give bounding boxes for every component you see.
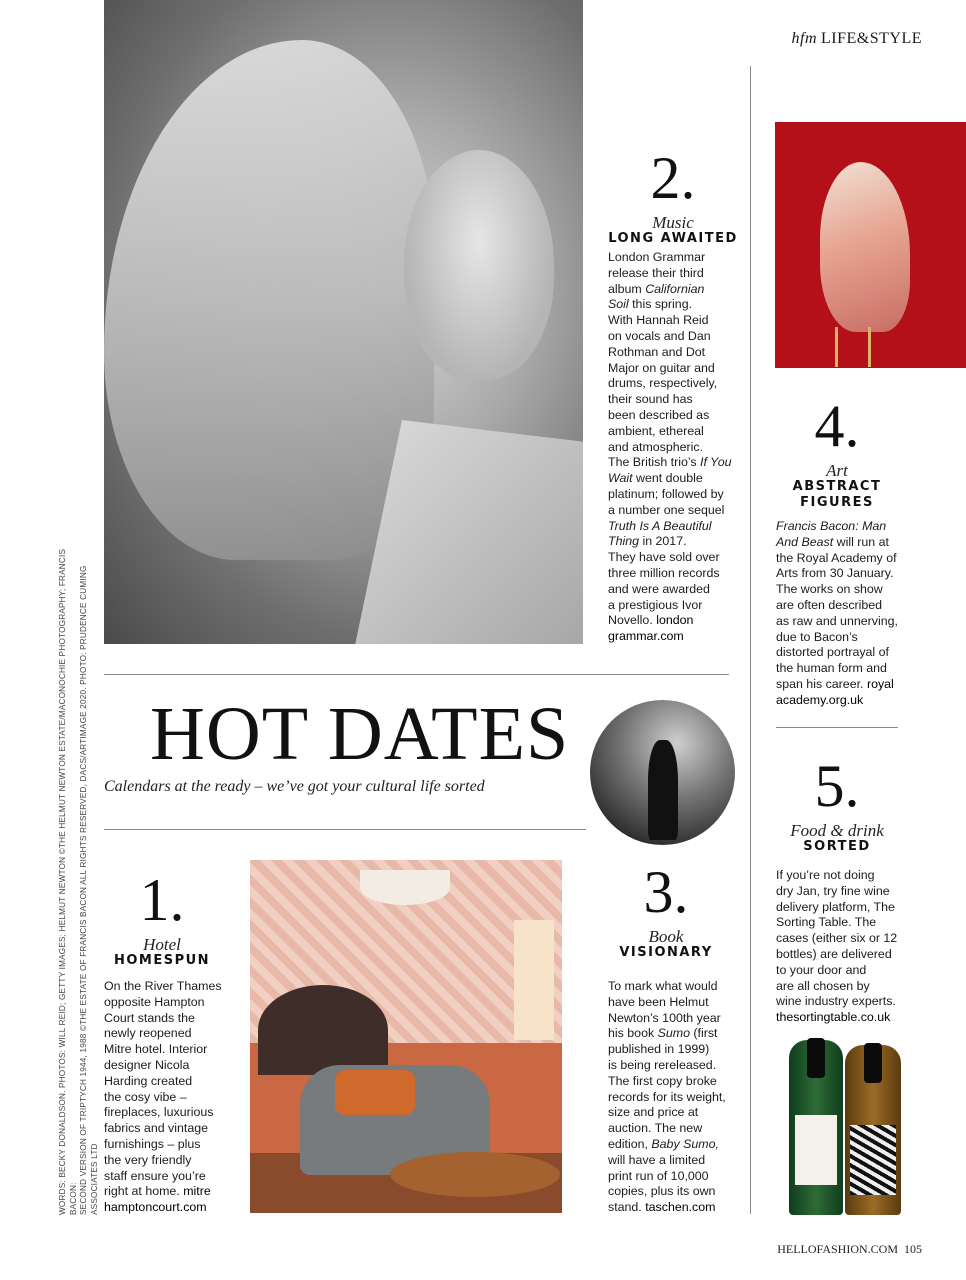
photo-credits: WORDS: BECKY DONALDSON. PHOTOS: WILL REID; GETTY IMAGES; HELMUT NEWTON ©THE HELMUT NEWTON ESTATE/MACONOCHIE PHOTOGRAPHY; FRANCIS BACON: SECOND VERSION OF TRIPTYCH 1944, 1988 ©THE ESTATE OF FRANCIS BACON ALL RIGHTS RESERVED, DACS/ARTIMAGE 2020. PHOTO: PRUDENCE CUMING ASSOCIATES LTD [58, 548, 99, 1215]
item-hotel-header [104, 867, 220, 969]
column-divider [750, 66, 751, 1214]
page-footer [777, 1242, 922, 1257]
item-art-body: Francis Bacon: Man And Beast will run at the Royal Academy of Arts from 30 January. The works on show are often described as raw and unnerving, due to Bacon’s distorted portrayal of the human form and span his career. royal academy.org.uk [776, 519, 898, 707]
item-headline: ABSTRACT [792, 479, 882, 494]
item-music-header [608, 145, 738, 247]
title-rule-bottom [104, 829, 586, 830]
hotel-link-cont[interactable]: hamptoncourt.com [104, 1200, 207, 1215]
item-food-header [776, 753, 898, 855]
item-category: Art [826, 461, 848, 480]
page-title: HOT DATES [150, 692, 570, 776]
item-book-body: To mark what would have been Helmut Newton’s 100th year his book Sumo (first published in 1999) is being rereleased. The first copy broke records for its weight, size and price at auction. The new edition, Baby Sumo, will have a limited print run of 10,000 copies, plus its own stand. taschen.com [608, 979, 726, 1215]
item-category: Book [648, 927, 684, 946]
item-art-header [776, 393, 898, 510]
wine-bottles-photo [777, 1040, 917, 1215]
hotel-link[interactable]: mitre [183, 1184, 211, 1199]
item-music-body: London Grammar release their third album Californian Soil this spring. With Hannah Reid on vocals and Dan Rothman and Dot Major on guitar and drums, respectively, their sound has been described as ambient, ethereal and atmospheric. The British trio’s If You Wait went double platinum; followed by a number one sequel Truth Is A Beautiful Thing in 2017. They have sold over three million records and were awarded a prestigious Ivor Novello. london grammar.com [608, 250, 732, 644]
section-label [792, 30, 923, 48]
item-number: 4. [814, 393, 860, 459]
item-category: Music [652, 213, 694, 232]
page-number: 105 [904, 1242, 922, 1256]
painting-image [775, 122, 966, 368]
hotel-room-photo [250, 860, 562, 1213]
item-hotel-body: On the River Thames opposite Hampton Court stands the newly reopened Mitre hotel. Interior designer Nicola Harding created the cosy vibe – fireplaces, luxurious fabrics and vintage furnishings – plus the very friendly staff ensure you’re right at home. mitre hamptoncourt.com [104, 979, 222, 1215]
section-name: LIFE&STYLE [821, 30, 922, 47]
item-divider [776, 727, 898, 728]
item-category: Food & drink [790, 821, 884, 840]
item-headline-2: FIGURES [800, 494, 874, 510]
item-headline: HOMESPUN [113, 953, 211, 968]
brand-logo: hfm [791, 30, 817, 47]
book-link[interactable]: taschen.com [645, 1200, 716, 1215]
item-headline: LONG AWAITED [608, 231, 738, 246]
title-rule-top [104, 674, 729, 675]
music-link[interactable]: london [656, 613, 694, 628]
item-headline: VISIONARY [619, 945, 713, 960]
item-number: 2. [650, 145, 696, 211]
art-link-cont[interactable]: academy.org.uk [776, 692, 864, 707]
art-link[interactable]: royal [866, 676, 894, 691]
music-link-cont[interactable]: grammar.com [608, 629, 684, 644]
item-number: 3. [643, 859, 689, 925]
food-link[interactable]: thesortingtable.co.uk [776, 1010, 891, 1025]
page-subtitle: Calendars at the ready – we’ve got your cultural life sorted [104, 778, 485, 795]
item-number: 5. [814, 753, 860, 819]
item-category: Hotel [143, 935, 181, 954]
footer-site: HELLOFASHION.COM [777, 1242, 898, 1256]
item-headline: SORTED [803, 839, 871, 854]
item-food-body: If you’re not doing dry Jan, try fine wine delivery platform, The Sorting Table. The cases (either six or 12 bottles) are delivered to your door and are all chosen by wine industry experts. thesortingtable.co.uk [776, 868, 898, 1025]
portrait-photo [104, 0, 583, 644]
street-photo [590, 700, 735, 845]
item-number: 1. [139, 867, 185, 933]
item-book-header [608, 859, 724, 961]
